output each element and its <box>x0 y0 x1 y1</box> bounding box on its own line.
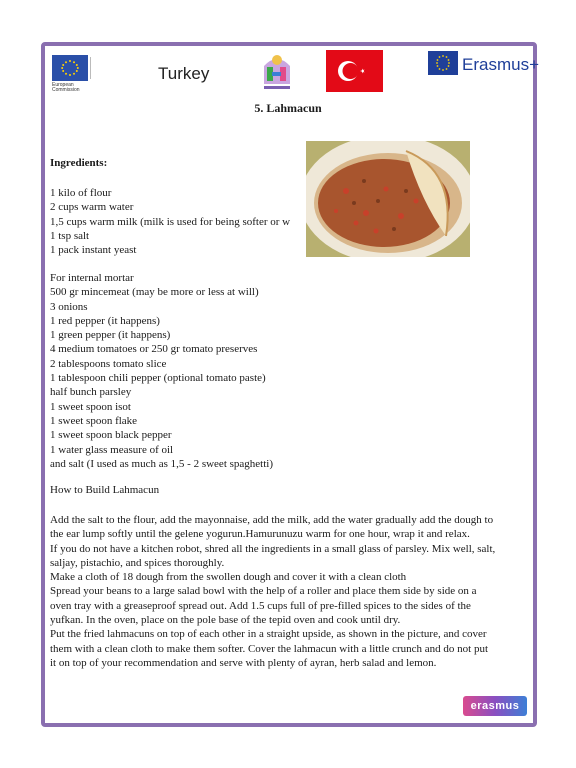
list-item: 1 tsp salt <box>50 229 90 242</box>
list-item: For internal mortar <box>50 272 134 284</box>
logo-divider <box>90 57 112 79</box>
eu-flag-icon <box>428 51 458 75</box>
list-item: 3 onions <box>50 300 88 313</box>
instruction-line: Add the salt to the flour, add the mayonnaise, add the milk, add the water gradually add the dough to <box>50 514 494 526</box>
list-item: 500 gr mincemeat (may be more or less at will) <box>50 286 259 299</box>
erasmus-plus-logo <box>428 51 539 81</box>
list-item: 1 sweet spoon isot <box>50 400 131 413</box>
list-item: and salt (I used as much as 1,5 - 2 sweet spaghetti) <box>50 457 273 470</box>
list-item: half bunch parsley <box>50 386 132 399</box>
instructions-text <box>50 513 530 670</box>
list-item: 2 cups warm water <box>50 201 134 214</box>
list-item: 1 green pepper (it happens) <box>50 329 171 342</box>
instruction-line: yufkan. In the oven, place on the pole base of the tepid oven and cook until dry. <box>50 614 401 627</box>
mortar-ingredients-list <box>50 271 273 471</box>
instruction-line: the ear lump softly until the gelene yogurun.Hamurunuzu warm for one hour, wrap it and relax. <box>50 528 470 541</box>
instruction-line: saljay, pistachio, and spices thoroughly. <box>50 556 225 569</box>
list-item: 1 pack instant yeast <box>50 244 137 257</box>
lahmacun-photo <box>306 141 470 257</box>
ingredients-heading: Ingredients: <box>50 157 108 169</box>
turkey-flag-icon <box>326 50 383 92</box>
list-item: 2 tablespoons tomato slice <box>50 357 167 370</box>
instruction-line: Make a cloth of 18 dough from the swollen dough and cover it with a clean cloth <box>50 571 407 584</box>
country-label: Turkey <box>158 64 210 83</box>
recipe-title: 5. Lahmacun <box>254 101 322 115</box>
erasmus-badge-logo: erasmus <box>463 696 527 716</box>
instruction-line: Put the fried lahmacuns on top of each other in a straight upside, as shown in the picture, and cover <box>50 628 487 641</box>
instruction-line: Spread your beans to a large salad bowl with the help of a roller and place them side by side on a <box>50 585 477 598</box>
instruction-line: If you do not have a kitchen robot, shred all the ingredients in a small glass of parsley. Mix well, salt, <box>50 542 496 555</box>
list-item: 1,5 cups warm milk (milk is used for being softer or w <box>50 215 291 228</box>
list-item: 1 tablespoon chili pepper (optional tomato paste) <box>50 372 266 385</box>
list-item: 1 water glass measure of oil <box>50 443 174 456</box>
instructions-heading: How to Build Lahmacun <box>50 484 160 496</box>
dough-ingredients-list <box>50 186 290 257</box>
list-item: 4 medium tomatoes or 250 gr tomato preserves <box>50 343 258 356</box>
erasmus-plus-text: Erasmus+ <box>462 55 539 74</box>
list-item: 1 red pepper (it happens) <box>50 314 160 327</box>
instruction-line: it on top of your recommendation and serve with plenty of ayran, herb salad and lemon. <box>50 656 437 669</box>
instruction-line: oven tray with a greaseproof spread out. Add 1.5 cups full of pre-filled spices to the sides of the <box>50 599 471 612</box>
eu-flag-icon <box>52 55 88 81</box>
project-logo-icon <box>258 52 296 94</box>
european-commission-logo <box>52 55 112 93</box>
list-item: 1 sweet spoon black pepper <box>50 429 172 442</box>
eu-logo-text: European Commission <box>52 82 80 93</box>
instruction-line: them with a clean cloth to make them softer. Cover the lahmacun with a little crunch and do not put <box>50 642 489 655</box>
list-item: 1 kilo of flour <box>50 187 112 199</box>
list-item: 1 sweet spoon flake <box>50 414 138 427</box>
